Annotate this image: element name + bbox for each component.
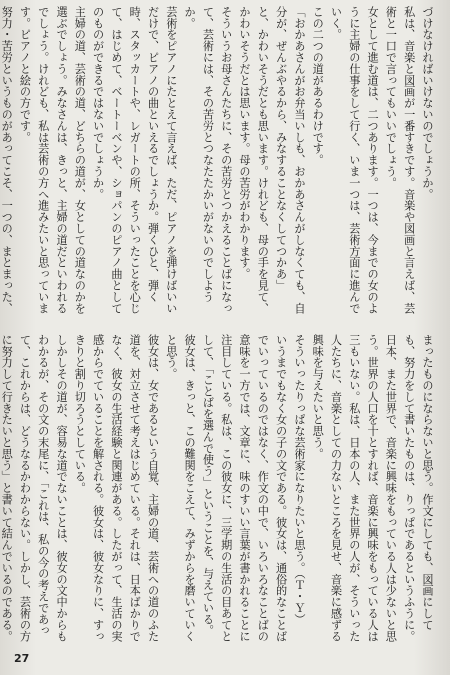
paragraph: づけなければいけないのでしょうか。 <box>421 6 434 200</box>
paragraph: しかしその道が、容易な道でないことは、彼女の文中からもわかるが、その文の末尾に、「これは、私の今の考えであって、これからは、どうなるかわからない。しかし、芸術の方に努力して行きたいと思う」と書いて結んでいるのである。 <box>0 334 69 642</box>
paragraph: 日本、また世界で、音楽に興味をもっている人は少ないと思う。世界の人口を十とすれば、音楽に興味をもっている人は三もいない。私は、日本の人、また世界の人が、そういった人たちに、音楽としての力ないところを見せ、音楽に感ずる興味を与えたいと思う。 <box>311 334 398 642</box>
paragraph: と、かわいそうだとも思います。けれども、母の手を見て、かわいそうだとは思います。母の苦労がわかります。 <box>238 6 270 314</box>
paragraph: この二つの道があるわけです。 <box>311 6 325 166</box>
paragraph: そういったりっぱな芸術家になりたいと思う。（Ｔ・Ｙ） <box>292 334 306 625</box>
paragraph: まったものにならないと思う。作文にしても、図画にしても、努力をして書いたものは、りっぱであるというふうに。 <box>402 334 434 642</box>
paragraph: 女として進む道は、二つあります。一つは、今までの女のように主婦の仕事をして行く、いま一つは、芸術方面に進んでいく。 <box>329 6 380 314</box>
paragraph: 主婦の道、芸術の道、どちらの道が、女としての道なのかを選ぶでしょう。みなさんは、きっと、主婦の道だといわれるでしょう。けれども、私は芸術の方へ進みたいと思っています。ピアノと絵の方です。 <box>18 6 87 314</box>
page-number: 27 <box>14 652 30 665</box>
commentary-text-block <box>0 334 436 646</box>
paragraph: 芸術をピアノにたとえて言えば、ただ、ピアノを弾けばいいだけで、ピアノの曲といえるでしょうか。弾くひと、弾く時、スタッカートや、レガートの所、そういったことを心じて、はじめて、ベートーベンや、ショパンのピアノ曲としてのものができるではないでしょうか。 <box>91 6 178 314</box>
paragraph: 「おかあさんがお弁当いしも、おかあさんがしなくても、自分が、ぜんぶやるから、みなすることなくしてつかあ」 <box>274 6 306 314</box>
paragraph: そういうお母さんたちに、その苦労とつかえることばになって、芸術には、その苦労とつなたたかいがないのでしようか。 <box>183 6 233 314</box>
paragraph: 私は、音楽と図画が一番すきです。音楽や図画と言えば、芸術と一口で言ってもいいでしょう。 <box>384 6 416 314</box>
essay-text-block <box>0 6 436 316</box>
paragraph: 彼女は、女であるという自覚、主婦の道、芸術への道のふた道を、対立させて考えはじめている。それは、日本ばかりでなく、彼女の生活経験と関連がある。したがって、生活の実感からでていることを解される。彼女は、彼女なりに、すっきりと割り切ろうとしている。 <box>73 334 160 642</box>
paragraph: 努力・苦労というものがあってこそ、一つの、まとまった、 <box>0 6 14 314</box>
paragraph: いうまでもなく女の子の文である。彼女は、通俗的なことばでいっているのではなく、作文の中で、いろいろなことばの意味を一方では、文章に、味のすいい言葉が書かれることに注目している。私は、この彼女に、三学期の生活の目あてとして、「ことばを選んで使う」ということを、与えている。彼女は、きっと、この難関をこえて、みずからを磨いていくと思う。 <box>164 334 288 642</box>
